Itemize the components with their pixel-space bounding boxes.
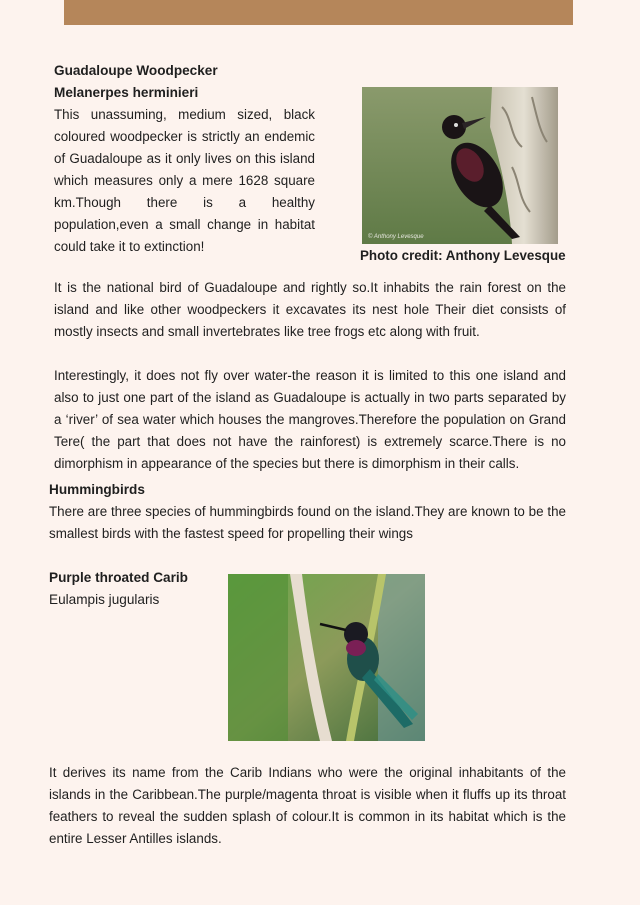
carib-description: It derives its name from the Carib Indians who were the original inhabitants of the islands in the Caribbean.The purple/magenta throat is visible when it fluffs up its throat feathers to reveal the sudden splash of colour.It is common in its habitat which is the entire Lesser Antilles islands. bbox=[49, 765, 566, 846]
woodpecker-title: Guadaloupe Woodpecker bbox=[54, 63, 218, 78]
woodpecker-photo bbox=[362, 87, 558, 244]
carib-title: Purple throated Carib bbox=[49, 570, 188, 585]
carib-scientific-name: Eulampis jugularis bbox=[49, 592, 160, 607]
woodpecker-intro: This unassuming, medium sized, black coloured woodpecker is strictly an endemic of Guadaloupe as it only lives on this island which measures only a mere 1628 square km.Though there is a healthy population,even a small change in habitat could take it to extinction! bbox=[54, 107, 315, 254]
hummingbirds-heading: Hummingbirds bbox=[49, 482, 145, 497]
top-header-band bbox=[64, 0, 573, 25]
woodpecker-scientific-name: Melanerpes herminieri bbox=[54, 85, 199, 100]
woodpecker-paragraph-1: It is the national bird of Guadaloupe and rightly so.It inhabits the rain forest on the island and like other woodpeckers it excavates its nest hole Their diet consists of mostly insects and small invertebrates like tree frogs etc along with fruit. bbox=[54, 280, 566, 339]
woodpecker-paragraph-2: Interestingly, it does not fly over water-the reason it is limited to this one island and also to just one part of the island as Guadaloupe is actually in two parts separated by a ‘river’ of sea water which houses the mangroves.Therefore the population on Grand Tere( the part that does not have the rainforest) is extremely scarce.There is no dimorphism in appearance of the species but there is dimorphism in their calls. bbox=[54, 368, 566, 471]
woodpecker-photo-credit: Photo credit: Anthony Levesque bbox=[360, 248, 566, 263]
hummingbirds-text: There are three species of hummingbirds found on the island.They are known to be the smallest birds with the fastest speed for propelling their wings bbox=[49, 504, 566, 541]
carib-photo bbox=[228, 574, 425, 741]
woodpecker-photo-watermark: © Anthony Levesque bbox=[368, 234, 424, 240]
